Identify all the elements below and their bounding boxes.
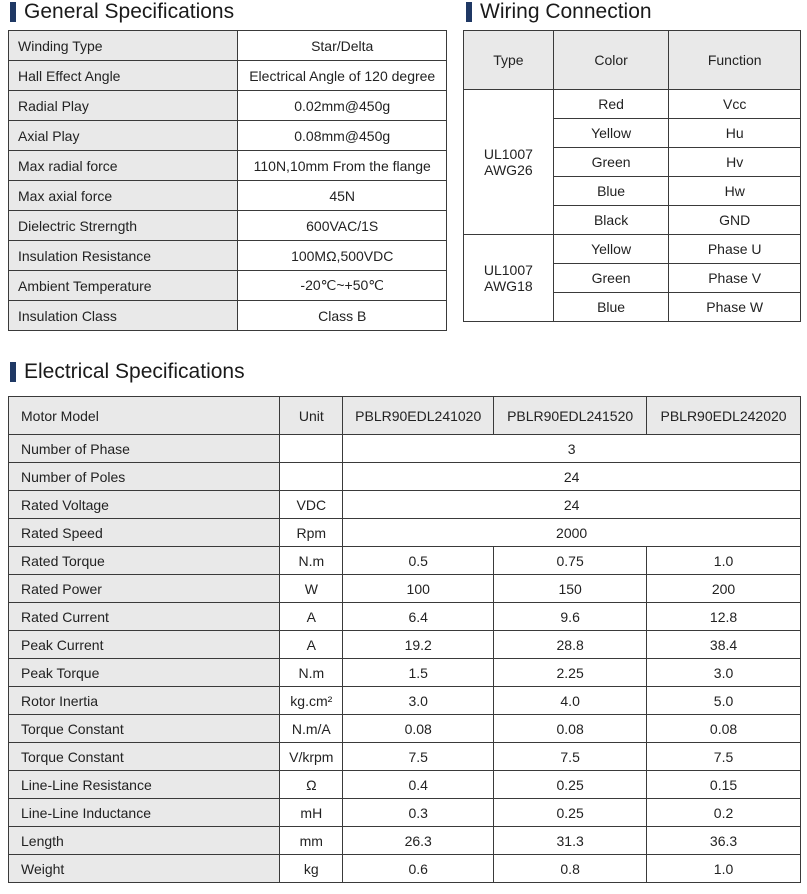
- wire-function: Hv: [669, 148, 801, 177]
- param-value-1: 0.08: [343, 715, 494, 743]
- spec-value: Star/Delta: [238, 31, 447, 61]
- wire-type-cell: [464, 90, 554, 235]
- title-bar: [466, 2, 472, 22]
- param-unit: A: [280, 631, 343, 659]
- table-row: [9, 241, 447, 271]
- table-row: [9, 463, 801, 491]
- wire-function: Phase W: [669, 293, 801, 322]
- param-unit: mH: [280, 799, 343, 827]
- col-header-model: Motor Model: [9, 397, 280, 435]
- param-value-1: 7.5: [343, 743, 494, 771]
- spec-label: Max axial force: [9, 181, 238, 211]
- param-label: Torque Constant: [9, 743, 280, 771]
- col-header-unit: Unit: [280, 397, 343, 435]
- table-row: [9, 659, 801, 687]
- param-value-2: 4.0: [494, 687, 647, 715]
- param-value-2: 0.25: [494, 771, 647, 799]
- electrical-specs-title: [10, 360, 245, 384]
- table-header-row: [9, 397, 801, 435]
- col-header-function: Function: [669, 31, 801, 90]
- param-label: Line-Line Resistance: [9, 771, 280, 799]
- wire-function: Phase V: [669, 264, 801, 293]
- table-row: [9, 743, 801, 771]
- param-value-2: 0.25: [494, 799, 647, 827]
- spec-value: 45N: [238, 181, 447, 211]
- spec-label: Insulation Class: [9, 301, 238, 331]
- spec-label: Axial Play: [9, 121, 238, 151]
- table-header-row: [464, 31, 801, 90]
- param-value-3: 0.15: [647, 771, 801, 799]
- spec-value: 0.08mm@450g: [238, 121, 447, 151]
- param-unit: kg: [280, 855, 343, 883]
- param-label: Peak Current: [9, 631, 280, 659]
- table-row: [9, 603, 801, 631]
- param-value: 3: [343, 435, 801, 463]
- table-row: [464, 235, 801, 264]
- wire-function: Phase U: [669, 235, 801, 264]
- param-unit: N.m: [280, 659, 343, 687]
- wire-type-line1: UL1007: [483, 262, 533, 278]
- table-row: [9, 181, 447, 211]
- spec-value: Electrical Angle of 120 degree: [238, 61, 447, 91]
- param-label: Torque Constant: [9, 715, 280, 743]
- param-value-1: 1.5: [343, 659, 494, 687]
- col-header-type: Type: [464, 31, 554, 90]
- param-unit: kg.cm²: [280, 687, 343, 715]
- table-row: [9, 121, 447, 151]
- general-specs-title-text: General Specifications: [24, 0, 235, 23]
- wire-function: Vcc: [669, 90, 801, 119]
- param-value: 2000: [343, 519, 801, 547]
- param-value: 24: [343, 463, 801, 491]
- param-label: Length: [9, 827, 280, 855]
- param-value-1: 19.2: [343, 631, 494, 659]
- spec-value: 110N,10mm From the flange: [238, 151, 447, 181]
- table-row: [9, 631, 801, 659]
- spec-value: -20℃~+50℃: [238, 271, 447, 301]
- param-label: Rated Current: [9, 603, 280, 631]
- spec-label: Ambient Temperature: [9, 271, 238, 301]
- param-value-2: 150: [494, 575, 647, 603]
- param-label: Weight: [9, 855, 280, 883]
- col-header-model-2: PBLR90EDL241520: [494, 397, 647, 435]
- param-unit: A: [280, 603, 343, 631]
- wiring-title: [466, 0, 652, 24]
- col-header-model-1: PBLR90EDL241020: [343, 397, 494, 435]
- param-value-2: 0.75: [494, 547, 647, 575]
- spec-label: Hall Effect Angle: [9, 61, 238, 91]
- table-row: [464, 90, 801, 119]
- param-value-3: 0.2: [647, 799, 801, 827]
- param-value-2: 2.25: [494, 659, 647, 687]
- table-row: [9, 31, 447, 61]
- param-value-1: 3.0: [343, 687, 494, 715]
- param-label: Rated Voltage: [9, 491, 280, 519]
- param-unit: Ω: [280, 771, 343, 799]
- param-unit: N.m: [280, 547, 343, 575]
- param-value-3: 1.0: [647, 547, 801, 575]
- param-value-1: 26.3: [343, 827, 494, 855]
- general-specs-table: [8, 30, 447, 331]
- param-value-3: 1.0: [647, 855, 801, 883]
- param-label: Rotor Inertia: [9, 687, 280, 715]
- param-value-3: 5.0: [647, 687, 801, 715]
- table-row: [9, 271, 447, 301]
- param-unit: mm: [280, 827, 343, 855]
- wire-type-line2: AWG18: [484, 278, 533, 294]
- table-row: [9, 519, 801, 547]
- table-row: [9, 547, 801, 575]
- spec-value: 0.02mm@450g: [238, 91, 447, 121]
- wire-function: Hu: [669, 119, 801, 148]
- table-row: [9, 715, 801, 743]
- wire-function: GND: [669, 206, 801, 235]
- wiring-table: [463, 30, 801, 322]
- wire-type-line1: UL1007: [483, 146, 533, 162]
- wire-color: Red: [553, 90, 669, 119]
- wiring-title-text: Wiring Connection: [480, 0, 652, 23]
- param-label: Rated Torque: [9, 547, 280, 575]
- wire-function: Hw: [669, 177, 801, 206]
- wire-type-line2: AWG26: [484, 162, 533, 178]
- param-value-1: 0.6: [343, 855, 494, 883]
- param-unit: [280, 463, 343, 491]
- table-row: [9, 827, 801, 855]
- table-row: [9, 61, 447, 91]
- param-value-3: 0.08: [647, 715, 801, 743]
- table-row: [9, 855, 801, 883]
- param-unit: W: [280, 575, 343, 603]
- param-unit: [280, 435, 343, 463]
- wire-color: Green: [553, 264, 669, 293]
- param-value-3: 7.5: [647, 743, 801, 771]
- param-value-1: 100: [343, 575, 494, 603]
- param-value-3: 3.0: [647, 659, 801, 687]
- spec-label: Insulation Resistance: [9, 241, 238, 271]
- param-label: Peak Torque: [9, 659, 280, 687]
- title-bar: [10, 362, 16, 382]
- col-header-color: Color: [553, 31, 669, 90]
- wire-color: Yellow: [553, 119, 669, 148]
- param-value-2: 28.8: [494, 631, 647, 659]
- param-value-1: 0.3: [343, 799, 494, 827]
- title-bar: [10, 2, 16, 22]
- param-value-1: 0.4: [343, 771, 494, 799]
- param-value-3: 38.4: [647, 631, 801, 659]
- param-label: Rated Speed: [9, 519, 280, 547]
- param-unit: Rpm: [280, 519, 343, 547]
- wire-color: Yellow: [553, 235, 669, 264]
- table-row: [9, 211, 447, 241]
- wire-color: Blue: [553, 177, 669, 206]
- table-row: [9, 771, 801, 799]
- param-value-3: 12.8: [647, 603, 801, 631]
- param-value-2: 9.6: [494, 603, 647, 631]
- table-row: [9, 799, 801, 827]
- param-unit: N.m/A: [280, 715, 343, 743]
- param-label: Line-Line Inductance: [9, 799, 280, 827]
- table-row: [9, 151, 447, 181]
- param-value-2: 31.3: [494, 827, 647, 855]
- table-row: [9, 575, 801, 603]
- table-row: [9, 687, 801, 715]
- param-unit: V/krpm: [280, 743, 343, 771]
- general-specs-title: [10, 0, 234, 24]
- param-label: Rated Power: [9, 575, 280, 603]
- param-label: Number of Phase: [9, 435, 280, 463]
- param-value: 24: [343, 491, 801, 519]
- wire-color: Green: [553, 148, 669, 177]
- spec-label: Dielectric Strerngth: [9, 211, 238, 241]
- table-row: [9, 491, 801, 519]
- param-value-1: 0.5: [343, 547, 494, 575]
- param-label: Number of Poles: [9, 463, 280, 491]
- spec-value: Class B: [238, 301, 447, 331]
- wire-color: Blue: [553, 293, 669, 322]
- param-value-1: 6.4: [343, 603, 494, 631]
- table-row: [9, 91, 447, 121]
- wire-color: Black: [553, 206, 669, 235]
- param-value-3: 200: [647, 575, 801, 603]
- param-value-3: 36.3: [647, 827, 801, 855]
- param-value-2: 0.08: [494, 715, 647, 743]
- spec-value: 600VAC/1S: [238, 211, 447, 241]
- spec-label: Max radial force: [9, 151, 238, 181]
- spec-label: Radial Play: [9, 91, 238, 121]
- col-header-model-3: PBLR90EDL242020: [647, 397, 801, 435]
- table-row: [9, 435, 801, 463]
- wire-type-cell: [464, 235, 554, 322]
- electrical-specs-title-text: Electrical Specifications: [24, 360, 245, 383]
- param-value-2: 7.5: [494, 743, 647, 771]
- param-unit: VDC: [280, 491, 343, 519]
- spec-value: 100MΩ,500VDC: [238, 241, 447, 271]
- param-value-2: 0.8: [494, 855, 647, 883]
- spec-label: Winding Type: [9, 31, 238, 61]
- table-row: [9, 301, 447, 331]
- electrical-specs-table: [8, 396, 801, 883]
